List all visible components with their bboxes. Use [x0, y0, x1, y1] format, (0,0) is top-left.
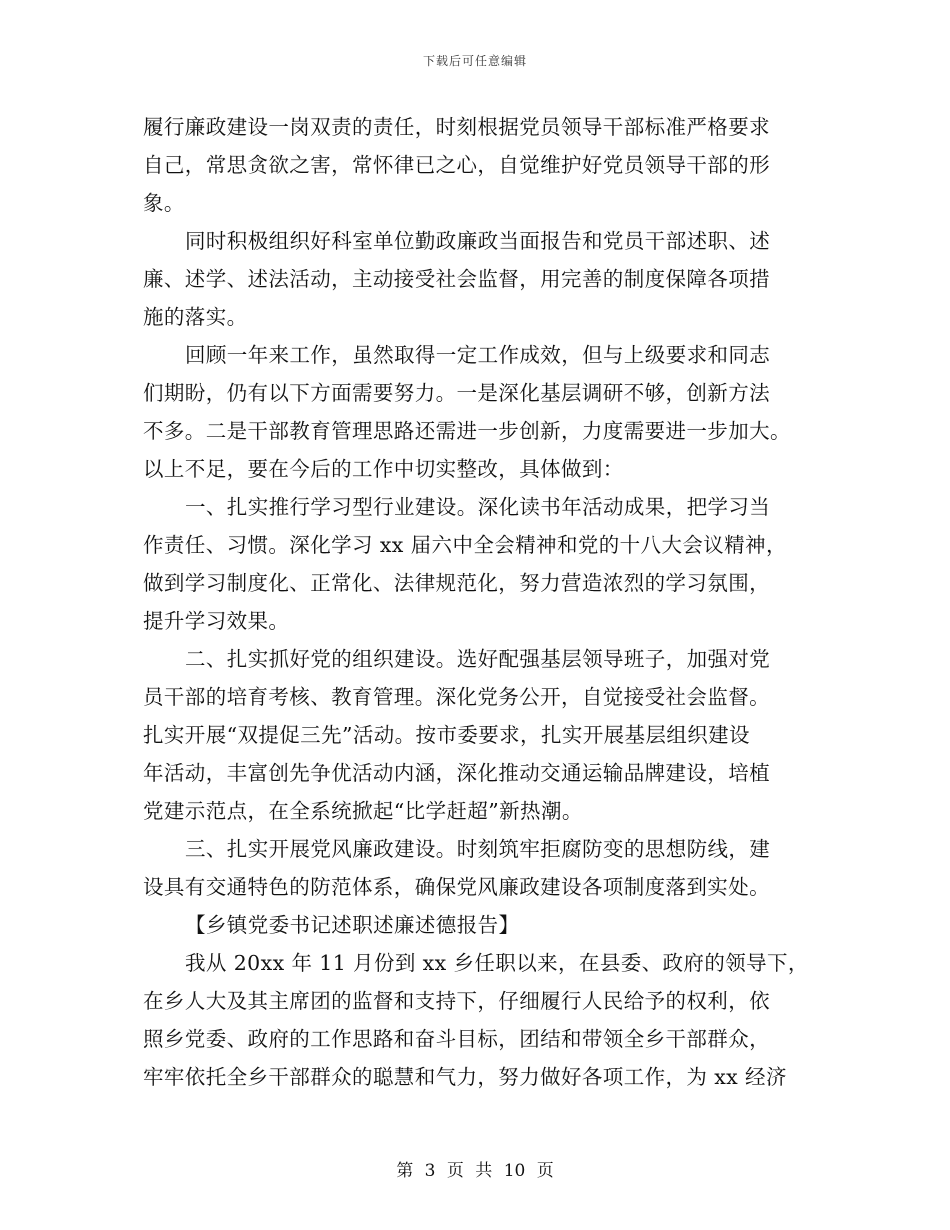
paragraph-start-line: 回顾一年来工作，虽然取得一定工作成效，但与上级要求和同志	[185, 343, 771, 367]
text-line: 牢牢依托全乡干部群众的聪慧和气力，努力做好各项工作，为 xx 经济	[143, 1065, 787, 1089]
paragraph-start-line: 二、扎实抓好党的组织建设。选好配强基层领导班子，加强对党	[185, 647, 771, 671]
text-line: 党建示范点，在全系统掀起“比学赶超”新热潮。	[143, 799, 583, 823]
section-title: 【乡镇党委书记述职述廉述德报告】	[185, 913, 520, 937]
text-line: 象。	[143, 191, 185, 215]
paragraph-start-line: 同时积极组织好科室单位勤政廉政当面报告和党员干部述职、述	[185, 229, 771, 253]
text-line: 以上不足，要在今后的工作中切实整改，具体做到：	[143, 457, 624, 481]
text-line: 设具有交通特色的防范体系，确保党风廉政建设各项制度落到实处。	[143, 875, 770, 899]
paragraph-start-line: 我从 20xx 年 11 月份到 xx 乡任职以来，在县委、政府的领导下，	[185, 951, 809, 975]
text-line: 提升学习效果。	[143, 609, 290, 633]
text-line: 不多。二是干部教育管理思路还需进一步创新，力度需要进一步加大。	[143, 419, 791, 443]
paragraph-start-line: 一、扎实推行学习型行业建设。深化读书年活动成果，把学习当	[185, 495, 771, 519]
text-line: 廉、述学、述法活动，主动接受社会监督，用完善的制度保障各项措	[143, 267, 770, 291]
text-line: 作责任、习惯。深化学习 xx 届六中全会精神和党的十八大会议精神，	[143, 533, 787, 557]
text-line: 在乡人大及其主席团的监督和支持下，仔细履行人民给予的权利，依	[143, 989, 770, 1013]
text-line: 履行廉政建设一岗双责的责任，时刻根据党员领导干部标准严格要求	[143, 115, 770, 139]
page-footer: 第 3 页 共 10 页	[396, 1161, 554, 1181]
text-line: 施的落实。	[143, 305, 248, 329]
document-body	[143, 108, 815, 1096]
text-line: 们期盼，仍有以下方面需要努力。一是深化基层调研不够，创新方法	[143, 381, 770, 405]
text-line: 照乡党委、政府的工作思路和奋斗目标，团结和带领全乡干部群众，	[143, 1027, 770, 1051]
text-line: 年活动，丰富创先争优活动内涵，深化推动交通运输品牌建设，培植	[143, 761, 770, 785]
text-line: 自己，常思贪欲之害，常怀律已之心，自觉维护好党员领导干部的形	[143, 153, 770, 177]
text-line: 员干部的培育考核、教育管理。深化党务公开，自觉接受社会监督。	[143, 685, 770, 709]
text-line: 扎实开展“双提促三先”活动。按市委要求，扎实开展基层组织建设	[143, 723, 750, 747]
page-header: 下载后可任意编辑	[422, 54, 527, 68]
text-line: 做到学习制度化、正常化、法律规范化，努力营造浓烈的学习氛围，	[143, 571, 770, 595]
paragraph-start-line: 三、扎实开展党风廉政建设。时刻筑牢拒腐防变的思想防线，建	[185, 837, 771, 861]
